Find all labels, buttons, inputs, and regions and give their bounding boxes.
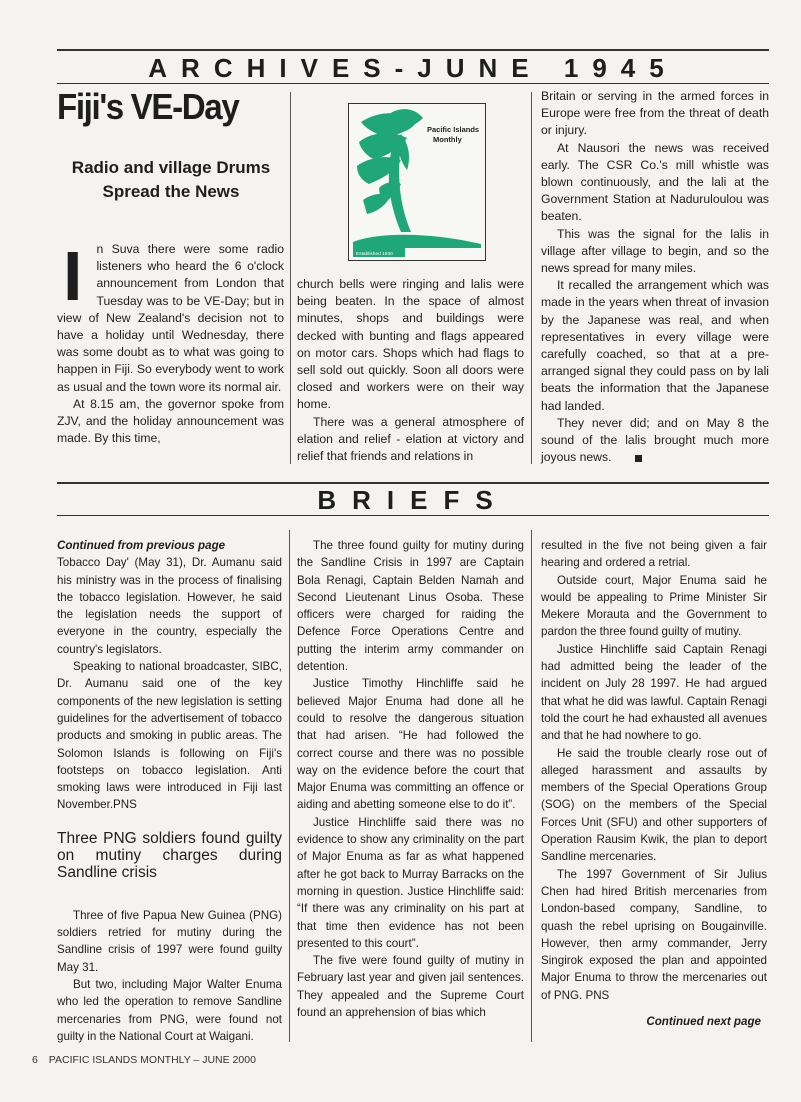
archives-col2-paragraph: church bells were ringing and lalis were being beaten. In the space of almost minutes, shops and buildings were decked with bunting and flags appeared on motor cars. Shops which had flags to sell sold out quickly. Soon all doors were closed and workers were on their way home.	[297, 277, 524, 412]
column-divider	[531, 530, 532, 1042]
briefs-column-1	[57, 537, 282, 1045]
archives-col3-paragraph: Britain or serving in the armed forces in Europe were free from the threat of death or injury.	[541, 89, 769, 138]
briefs-col2-paragraph: Justice Hinchliffe said there was no evidence to show any criminality on the part of Major Enuma as far as what happened after he got back to Murray Barracks on the morning in question. Justice Hinchliffe said: “If there was any criminality on his part at that time then evidence has not been presented to this court”.	[297, 815, 524, 950]
logo-established: Established 1930	[356, 252, 393, 257]
archives-banner: ARCHIVES-JUNE 1945	[148, 53, 678, 83]
article-subtitle-line2: Spread the News	[102, 182, 240, 201]
end-of-article-icon	[635, 455, 642, 462]
briefs-column-2	[297, 537, 524, 1021]
logo-label-line2: Monthly	[433, 135, 462, 144]
briefs-col1-paragraph: But two, including Major Walter Enuma who led the operation to remove Sandline mercenaries from PNG, were found not guilty in the National Court at Waigani.	[57, 977, 282, 1043]
archives-column-3	[541, 88, 769, 466]
column-divider	[531, 92, 532, 464]
briefs-col1-paragraph: Three of five Papua New Guinea (PNG) soldiers retried for mutiny during the Sandline crisis of 1997 were found guilty May 31.	[57, 908, 282, 974]
briefs-col2-paragraph: The three found guilty for mutiny during the Sandline Crisis in 1997 are Captain Bola Renagi, Captain Belden Namah and Second Lieutenant Linus Osoba. These officers were charged for raiding the Defence Force Operations Centre and putting the interim army commander on detention.	[297, 539, 524, 674]
footer-publication: PACIFIC ISLANDS MONTHLY – JUNE 2000	[48, 1054, 256, 1066]
briefs-col3-paragraph: The 1997 Government of Sir Julius Chen had hired British mercenaries from London-based company, Sandline, to quash the rebel uprising on Bougainville. However, then army commander, Jerry Singirok exposed the plan and appointed Major Enuma to throw the mercenaries out of PNG. PNS	[541, 867, 767, 1002]
archives-col3-paragraph: At Nausori the news was received early. The CSR Co.'s mill whistle was blown continuously, and the lali at the Government Station at Naduruloulou was beaten.	[541, 140, 769, 224]
archives-col1-paragraph: At 8.15 am, the governor spoke from ZJV, and the holiday announcement was made. By this time,	[57, 396, 284, 446]
article-subtitle-line1: Radio and village Drums	[71, 158, 271, 177]
briefs-col1-paragraph: Speaking to national broadcaster, SIBC, Dr. Aumanu said one of the key components of the new legislation is setting guidelines for the advertisement of tobacco products and smoking in public areas. The Solomon Islands is following on Fiji's footsteps on tobacco legislation. Anti smoking laws were introduced in Fiji last November.PNS	[57, 660, 282, 812]
brief-headline: Three PNG soldiers found guilty on mutiny charges during Sandline crisis	[57, 829, 282, 881]
archives-col3-paragraph: It recalled the arrangement which was made in the years when threat of invasion by the Japanese was real, and when representatives in every village were carefully coached, so that at a pre-arranged signal they could pass on by lali beats the information that the Japanese had landed.	[541, 278, 769, 413]
continued-from-previous: Continued from previous page	[57, 539, 226, 552]
briefs-col3-paragraph: He said the trouble clearly rose out of alleged harassment and assaults by members of the Special Operations Group (SOG) on the members of the Special Forces Unit (SFU) and other supporters of Operation Rausim Kwik, the plan to deport Sandline mercenaries.	[541, 746, 767, 864]
drop-cap: I	[63, 237, 83, 315]
top-rule	[57, 49, 769, 51]
archives-col3-paragraph: They never did; and on May 8 the sound of the lalis brought much more joyous news.	[541, 415, 769, 465]
article-title: Fiji's VE-Day	[57, 86, 239, 127]
continued-next-page: Continued next page	[646, 1015, 761, 1029]
ground	[353, 235, 481, 248]
column-divider	[289, 530, 290, 1042]
archives-col2-paragraph: There was a general atmosphere of elation and relief - elation at victory and relief that friends and relations in	[297, 414, 524, 464]
briefs-col2-paragraph: Justice Timothy Hinchliffe said he believed Major Enuma had done all he could to resolve the dangerous situation that had arisen. “He had followed the correct course and there was no possible way on the evidence before the court that Major Enuma was committing an offence or aiding and abetting someone else to do it”.	[297, 677, 524, 812]
column-divider	[290, 92, 291, 464]
briefs-col3-paragraph: resulted in the five not being given a fair hearing and ordered a retrial.	[541, 539, 767, 570]
archives-column-2	[297, 276, 524, 465]
briefs-col2-paragraph: The five were found guilty of mutiny in February last year and given jail sentences. They appealed and the Supreme Court found an apprehension of bias which	[297, 954, 524, 1020]
briefs-banner: BRIEFS	[317, 485, 509, 515]
archives-col1-paragraph: n Suva there were some radio listeners who heard the 6 o'clock announcement from London that Tuesday was to be VE-Day; but in view of New Zealand's decision not to have a holiday until Wednesday, there was some doubt as to what was going to happen in Fiji. So everybody went to work as usual and the town wore its normal air.	[57, 242, 284, 394]
briefs-col3-paragraph: Outside court, Major Enuma said he would be appealing to Prime Minister Sir Mekere Morauta and the Government to pardon the three found guilty of mutiny.	[541, 573, 767, 639]
briefs-col3-paragraph: Justice Hinchliffe said Captain Renagi had admitted being the leader of the incident on July 28 1997. He had argued that what he did was lawful. Captain Renagi told the court he had exhausted all avenues and that he had nowhere to go.	[541, 642, 767, 743]
briefs-col1-paragraph: Tobacco Day' (May 31), Dr. Aumanu said his ministry was in the process of finalising the tobacco legislation. However, he said the legislation needs the support of everyone in the country, especially the country's legislators.	[57, 556, 282, 656]
logo-label-line1: Pacific Islands	[427, 125, 480, 134]
palm-tree-icon	[349, 104, 485, 260]
briefs-banner-rule	[57, 515, 769, 516]
page-number: 6	[32, 1054, 38, 1066]
archives-col3-paragraph: This was the signal for the lalis in village after village to begin, and so the news spread for many miles.	[541, 226, 769, 276]
article-subtitle	[57, 156, 285, 204]
pacific-islands-monthly-logo	[348, 103, 486, 261]
archives-column-1	[57, 237, 284, 447]
page-footer	[32, 1054, 256, 1066]
briefs-column-3	[541, 537, 767, 1030]
